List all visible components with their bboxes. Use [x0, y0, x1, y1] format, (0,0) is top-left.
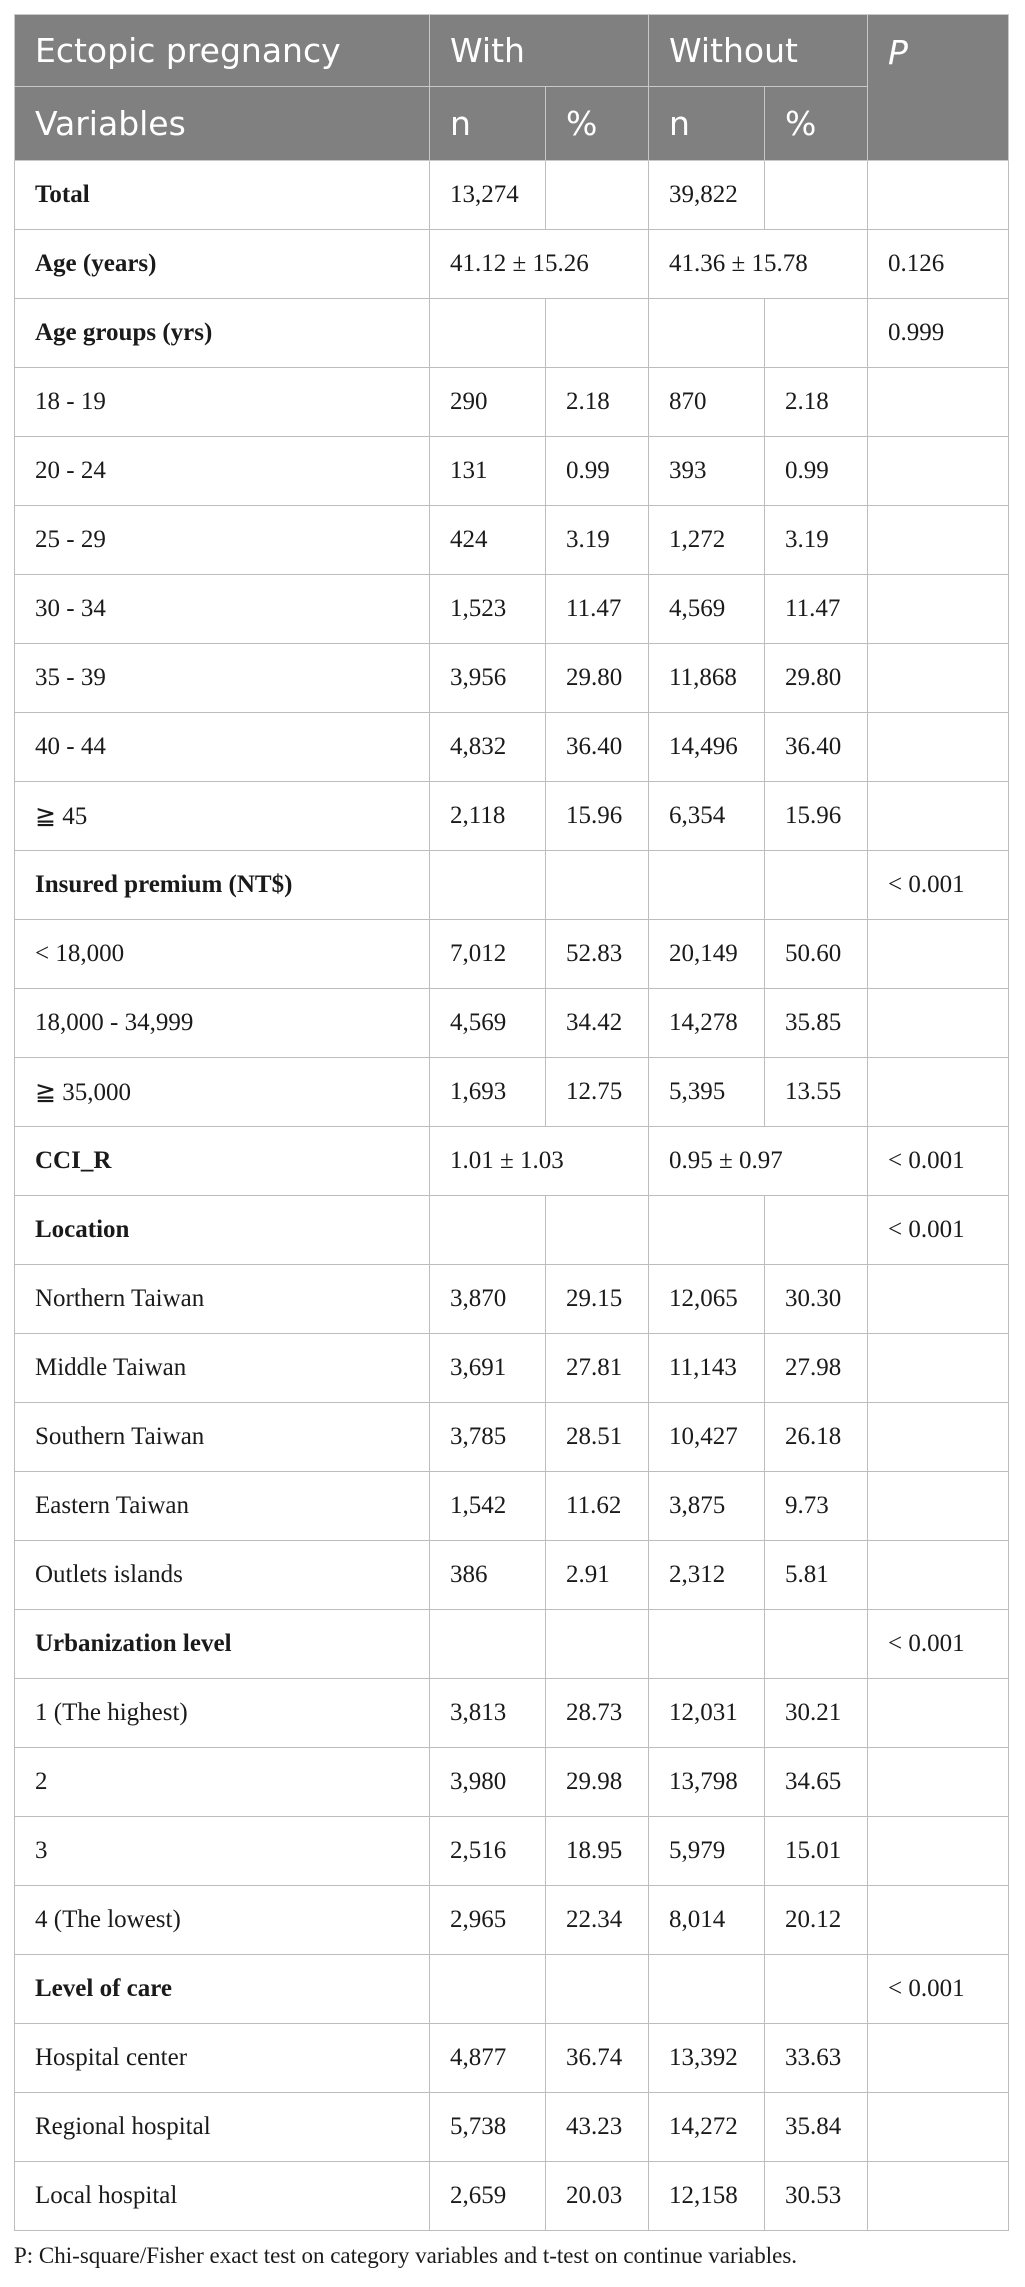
with-n-cell: 5,738	[430, 2093, 546, 2162]
with-n-cell: 2,965	[430, 1886, 546, 1955]
with-n-cell	[430, 1610, 546, 1679]
without-n-cell	[649, 1610, 765, 1679]
row-label-cell: Eastern Taiwan	[15, 1472, 430, 1541]
with-n-cell	[430, 1196, 546, 1265]
row-label-cell: 25 - 29	[15, 506, 430, 575]
data-table-container	[14, 14, 1008, 2231]
p-value-cell	[868, 161, 1009, 230]
header-without-percent: %	[765, 87, 868, 161]
with-percent-cell: 28.51	[546, 1403, 649, 1472]
header-with: With	[430, 15, 649, 87]
row-label-cell: 20 - 24	[15, 437, 430, 506]
with-n-cell: 3,785	[430, 1403, 546, 1472]
with-percent-cell: 29.80	[546, 644, 649, 713]
p-value-cell	[868, 1403, 1009, 1472]
with-percent-cell: 29.98	[546, 1748, 649, 1817]
with-percent-cell: 29.15	[546, 1265, 649, 1334]
table-section-row	[15, 851, 1009, 920]
header-ectopic-pregnancy: Ectopic pregnancy	[15, 15, 430, 87]
with-n-cell: 1,693	[430, 1058, 546, 1127]
with-percent-cell	[546, 851, 649, 920]
p-value-cell	[868, 2024, 1009, 2093]
p-value-cell	[868, 989, 1009, 1058]
row-label-cell: Local hospital	[15, 2162, 430, 2231]
header-without: Without	[649, 15, 868, 87]
with-percent-cell: 2.18	[546, 368, 649, 437]
table-row	[15, 644, 1009, 713]
without-n-cell: 39,822	[649, 161, 765, 230]
row-label-cell: < 18,000	[15, 920, 430, 989]
with-n-cell: 3,813	[430, 1679, 546, 1748]
p-value-cell	[868, 644, 1009, 713]
with-n-cell: 2,516	[430, 1817, 546, 1886]
table-row	[15, 989, 1009, 1058]
without-percent-cell	[765, 299, 868, 368]
table-row	[15, 1817, 1009, 1886]
row-label-cell: 18 - 19	[15, 368, 430, 437]
table-section-row	[15, 1196, 1009, 1265]
without-n-cell: 393	[649, 437, 765, 506]
row-label-cell: Hospital center	[15, 2024, 430, 2093]
with-percent-cell: 43.23	[546, 2093, 649, 2162]
without-percent-cell: 11.47	[765, 575, 868, 644]
without-percent-cell: 13.55	[765, 1058, 868, 1127]
row-label-cell: 40 - 44	[15, 713, 430, 782]
with-percent-cell: 18.95	[546, 1817, 649, 1886]
p-value-cell	[868, 575, 1009, 644]
p-value-cell	[868, 1748, 1009, 1817]
row-label-cell: Regional hospital	[15, 2093, 430, 2162]
without-n-cell: 10,427	[649, 1403, 765, 1472]
with-percent-cell: 34.42	[546, 989, 649, 1058]
p-value-cell: < 0.001	[868, 1127, 1009, 1196]
table-row	[15, 575, 1009, 644]
without-n-cell: 1,272	[649, 506, 765, 575]
with-percent-cell	[546, 1196, 649, 1265]
without-percent-cell: 20.12	[765, 1886, 868, 1955]
table-footnote: P: Chi-square/Fisher exact test on category variables and t-test on continue variables.	[14, 2243, 798, 2268]
without-percent-cell: 30.53	[765, 2162, 868, 2231]
with-value-cell: 1.01 ± 1.03	[430, 1127, 649, 1196]
with-n-cell: 1,542	[430, 1472, 546, 1541]
table-row	[15, 2093, 1009, 2162]
without-n-cell: 870	[649, 368, 765, 437]
row-label-cell: 30 - 34	[15, 575, 430, 644]
table-row	[15, 1748, 1009, 1817]
without-n-cell: 6,354	[649, 782, 765, 851]
without-n-cell: 14,278	[649, 989, 765, 1058]
p-value-cell	[868, 1472, 1009, 1541]
table-row	[15, 1541, 1009, 1610]
row-label-cell: 18,000 - 34,999	[15, 989, 430, 1058]
table-section-row	[15, 1610, 1009, 1679]
without-percent-cell: 35.85	[765, 989, 868, 1058]
table-row	[15, 782, 1009, 851]
with-percent-cell	[546, 299, 649, 368]
with-percent-cell: 28.73	[546, 1679, 649, 1748]
without-n-cell: 11,143	[649, 1334, 765, 1403]
without-percent-cell: 9.73	[765, 1472, 868, 1541]
row-label-cell: Outlets islands	[15, 1541, 430, 1610]
table-row	[15, 1265, 1009, 1334]
header-row-2	[15, 87, 1009, 161]
row-label-cell: Location	[15, 1196, 430, 1265]
with-percent-cell: 11.62	[546, 1472, 649, 1541]
p-value-cell	[868, 1817, 1009, 1886]
table-row	[15, 506, 1009, 575]
with-percent-cell: 12.75	[546, 1058, 649, 1127]
without-percent-cell: 33.63	[765, 2024, 868, 2093]
without-n-cell: 3,875	[649, 1472, 765, 1541]
without-n-cell: 14,496	[649, 713, 765, 782]
without-n-cell: 14,272	[649, 2093, 765, 2162]
header-variables: Variables	[15, 87, 430, 161]
without-percent-cell: 15.01	[765, 1817, 868, 1886]
row-label-cell: Level of care	[15, 1955, 430, 2024]
table-section-row	[15, 161, 1009, 230]
table-row	[15, 920, 1009, 989]
without-percent-cell: 15.96	[765, 782, 868, 851]
table-row	[15, 1058, 1009, 1127]
with-percent-cell: 15.96	[546, 782, 649, 851]
row-label-cell: Urbanization level	[15, 1610, 430, 1679]
with-percent-cell: 22.34	[546, 1886, 649, 1955]
table-row	[15, 1679, 1009, 1748]
without-percent-cell: 30.30	[765, 1265, 868, 1334]
without-percent-cell: 30.21	[765, 1679, 868, 1748]
with-percent-cell: 52.83	[546, 920, 649, 989]
with-n-cell: 4,832	[430, 713, 546, 782]
table-row	[15, 1127, 1009, 1196]
table-row	[15, 437, 1009, 506]
without-percent-cell: 35.84	[765, 2093, 868, 2162]
header-with-n: n	[430, 87, 546, 161]
with-percent-cell	[546, 1955, 649, 2024]
without-n-cell: 5,395	[649, 1058, 765, 1127]
p-value-cell	[868, 368, 1009, 437]
without-n-cell: 13,798	[649, 1748, 765, 1817]
p-value-cell: 0.999	[868, 299, 1009, 368]
row-label-cell: ≧ 35,000	[15, 1058, 430, 1127]
with-n-cell: 4,877	[430, 2024, 546, 2093]
with-percent-cell: 27.81	[546, 1334, 649, 1403]
with-percent-cell: 36.40	[546, 713, 649, 782]
without-value-cell: 41.36 ± 15.78	[649, 230, 868, 299]
without-percent-cell	[765, 851, 868, 920]
table-body	[15, 161, 1009, 2231]
with-n-cell: 290	[430, 368, 546, 437]
row-label-cell: Age (years)	[15, 230, 430, 299]
with-percent-cell: 3.19	[546, 506, 649, 575]
with-n-cell	[430, 299, 546, 368]
row-label-cell: Insured premium (NT$)	[15, 851, 430, 920]
with-percent-cell	[546, 1610, 649, 1679]
p-value-cell: < 0.001	[868, 1196, 1009, 1265]
row-label-cell: 1 (The highest)	[15, 1679, 430, 1748]
table-row	[15, 1403, 1009, 1472]
with-n-cell	[430, 851, 546, 920]
row-label-cell: ≧ 45	[15, 782, 430, 851]
without-percent-cell: 34.65	[765, 1748, 868, 1817]
table-row	[15, 230, 1009, 299]
with-n-cell: 3,956	[430, 644, 546, 713]
without-percent-cell: 5.81	[765, 1541, 868, 1610]
row-label-cell: 35 - 39	[15, 644, 430, 713]
p-value-cell	[868, 506, 1009, 575]
without-n-cell: 8,014	[649, 1886, 765, 1955]
without-percent-cell: 26.18	[765, 1403, 868, 1472]
header-p-value: P	[868, 15, 1009, 161]
p-value-cell: 0.126	[868, 230, 1009, 299]
header-row-1	[15, 15, 1009, 87]
p-value-cell	[868, 713, 1009, 782]
without-n-cell: 4,569	[649, 575, 765, 644]
without-n-cell	[649, 299, 765, 368]
row-label-cell: CCI_R	[15, 1127, 430, 1196]
with-n-cell: 4,569	[430, 989, 546, 1058]
without-n-cell: 5,979	[649, 1817, 765, 1886]
without-percent-cell	[765, 1955, 868, 2024]
row-label-cell: 2	[15, 1748, 430, 1817]
table-row	[15, 2024, 1009, 2093]
table-header	[15, 15, 1009, 161]
with-n-cell: 7,012	[430, 920, 546, 989]
with-n-cell: 131	[430, 437, 546, 506]
without-n-cell: 12,065	[649, 1265, 765, 1334]
without-value-cell: 0.95 ± 0.97	[649, 1127, 868, 1196]
p-value-cell	[868, 1265, 1009, 1334]
without-percent-cell: 0.99	[765, 437, 868, 506]
with-percent-cell: 11.47	[546, 575, 649, 644]
row-label-cell: 3	[15, 1817, 430, 1886]
without-n-cell: 13,392	[649, 2024, 765, 2093]
table-row	[15, 368, 1009, 437]
without-percent-cell	[765, 161, 868, 230]
p-value-cell: < 0.001	[868, 1955, 1009, 2024]
p-value-cell	[868, 437, 1009, 506]
without-percent-cell	[765, 1196, 868, 1265]
without-percent-cell: 29.80	[765, 644, 868, 713]
with-percent-cell: 20.03	[546, 2162, 649, 2231]
p-value-cell	[868, 1886, 1009, 1955]
without-n-cell: 12,031	[649, 1679, 765, 1748]
row-label-cell: Middle Taiwan	[15, 1334, 430, 1403]
p-value-cell: < 0.001	[868, 851, 1009, 920]
with-value-cell: 41.12 ± 15.26	[430, 230, 649, 299]
without-percent-cell: 50.60	[765, 920, 868, 989]
without-n-cell: 12,158	[649, 2162, 765, 2231]
ectopic-pregnancy-table	[14, 14, 1009, 2231]
without-n-cell	[649, 1196, 765, 1265]
with-n-cell: 2,118	[430, 782, 546, 851]
p-value-cell	[868, 782, 1009, 851]
p-value-cell	[868, 1058, 1009, 1127]
row-label-cell: 4 (The lowest)	[15, 1886, 430, 1955]
with-n-cell: 3,870	[430, 1265, 546, 1334]
with-n-cell: 3,980	[430, 1748, 546, 1817]
p-value-cell: < 0.001	[868, 1610, 1009, 1679]
without-n-cell	[649, 1955, 765, 2024]
p-value-cell	[868, 1334, 1009, 1403]
with-percent-cell	[546, 161, 649, 230]
without-percent-cell: 3.19	[765, 506, 868, 575]
row-label-cell: Total	[15, 161, 430, 230]
with-n-cell: 386	[430, 1541, 546, 1610]
row-label-cell: Age groups (yrs)	[15, 299, 430, 368]
p-value-cell	[868, 2162, 1009, 2231]
with-n-cell: 1,523	[430, 575, 546, 644]
without-n-cell	[649, 851, 765, 920]
header-without-n: n	[649, 87, 765, 161]
with-percent-cell: 2.91	[546, 1541, 649, 1610]
without-n-cell: 11,868	[649, 644, 765, 713]
table-section-row	[15, 299, 1009, 368]
p-value-cell	[868, 2093, 1009, 2162]
without-n-cell: 20,149	[649, 920, 765, 989]
table-section-row	[15, 1955, 1009, 2024]
with-percent-cell: 0.99	[546, 437, 649, 506]
with-n-cell: 13,274	[430, 161, 546, 230]
table-row	[15, 2162, 1009, 2231]
with-n-cell: 424	[430, 506, 546, 575]
p-value-cell	[868, 1541, 1009, 1610]
with-percent-cell: 36.74	[546, 2024, 649, 2093]
table-row	[15, 1334, 1009, 1403]
table-row	[15, 1886, 1009, 1955]
p-value-cell	[868, 1679, 1009, 1748]
with-n-cell	[430, 1955, 546, 2024]
with-n-cell: 2,659	[430, 2162, 546, 2231]
without-percent-cell: 36.40	[765, 713, 868, 782]
without-percent-cell	[765, 1610, 868, 1679]
without-n-cell: 2,312	[649, 1541, 765, 1610]
table-row	[15, 1472, 1009, 1541]
p-value-cell	[868, 920, 1009, 989]
without-percent-cell: 2.18	[765, 368, 868, 437]
table-row	[15, 713, 1009, 782]
without-percent-cell: 27.98	[765, 1334, 868, 1403]
row-label-cell: Northern Taiwan	[15, 1265, 430, 1334]
with-n-cell: 3,691	[430, 1334, 546, 1403]
row-label-cell: Southern Taiwan	[15, 1403, 430, 1472]
header-with-percent: %	[546, 87, 649, 161]
